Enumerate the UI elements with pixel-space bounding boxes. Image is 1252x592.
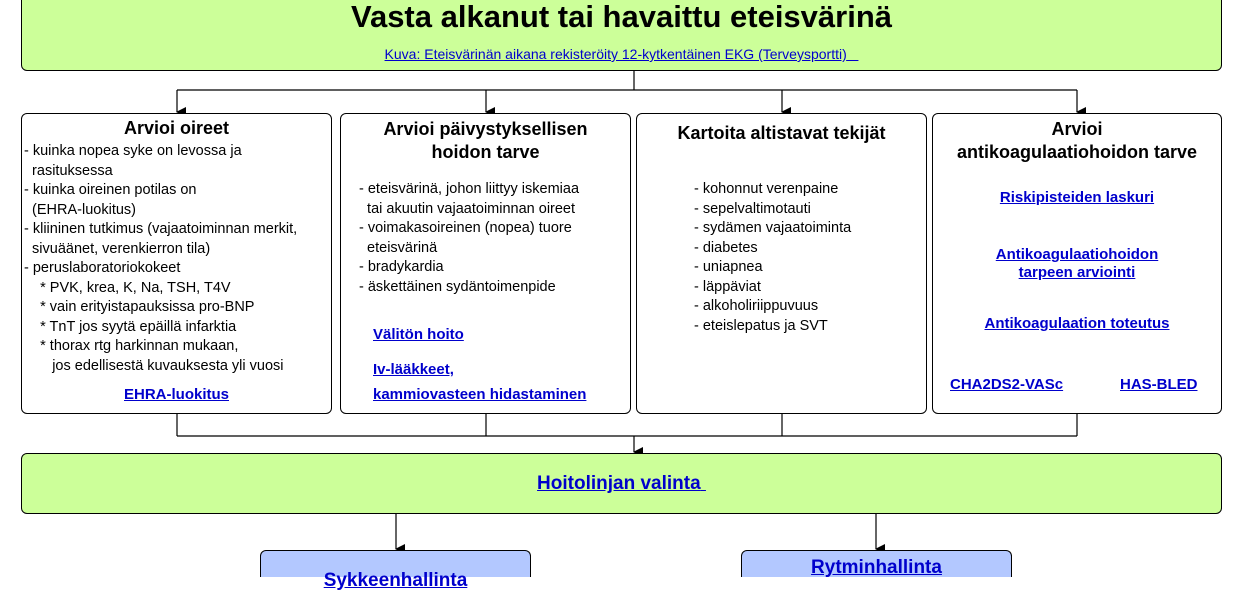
risk-factors-box — [636, 113, 927, 414]
anticoagulation-title-line1: Arvioi — [1051, 119, 1103, 139]
list-item: jos edellisestä kuvauksesta yli vuosi — [24, 357, 284, 374]
rhythm-control-box — [741, 550, 1012, 577]
start-box — [21, 0, 1222, 71]
rate-control-link[interactable]: Sykkeenhallinta — [323, 570, 468, 591]
risk-factors-list — [694, 180, 851, 336]
list-item: - diabetes — [694, 239, 758, 256]
list-item: - kliininen tutkimus (vajaatoiminnan merkit, — [24, 221, 298, 237]
list-item: - kuinka nopea syke on levossa ja — [24, 143, 242, 159]
anticoagulation-implementation-link[interactable]: Antikoagulaation toteutus — [984, 315, 1170, 332]
list-item: - äskettäinen sydäntoimenpide — [359, 278, 556, 295]
symptoms-box — [21, 113, 332, 414]
urgent-care-title-line2: hoidon tarve — [431, 142, 540, 162]
list-item: * PVK, krea, K, Na, TSH, T4V — [24, 279, 231, 296]
list-item: tai akuutin vajaatoiminnan oireet — [359, 200, 576, 217]
list-item: eteisvärinä — [359, 239, 438, 256]
list-item: - voimakasoireinen (nopea) tuore — [359, 220, 572, 236]
anticoagulation-title — [933, 118, 1221, 164]
urgent-care-list — [359, 180, 579, 297]
list-item: - sepelvaltimotauti — [694, 200, 811, 217]
immediate-care-link[interactable]: Välitön hoito — [373, 326, 464, 343]
list-item: sivuäänet, verenkierron tila) — [24, 240, 211, 257]
risk-factors-title: Kartoita altistavat tekijät — [677, 123, 886, 143]
anticoagulation-need-link[interactable] — [996, 246, 1159, 282]
ehra-link[interactable]: EHRA-luokitus — [124, 386, 229, 403]
list-item: * TnT jos syytä epäillä infarktia — [24, 318, 237, 335]
risk-score-calculator-link[interactable]: Riskipisteiden laskuri — [999, 189, 1155, 206]
iv-drugs-link-line2[interactable]: kammiovasteen hidastaminen — [373, 386, 587, 403]
list-item: - uniapnea — [694, 259, 763, 275]
iv-drugs-link[interactable] — [373, 357, 586, 407]
list-item: - kohonnut verenpaine — [694, 181, 839, 197]
list-item: - sydämen vajaatoiminta — [694, 220, 852, 236]
list-item: rasituksessa — [24, 162, 113, 179]
start-title: Vasta alkanut tai havaittu eteisvärinä — [350, 0, 893, 34]
anticoagulation-need-link-line1[interactable]: Antikoagulaatiohoidon — [995, 246, 1159, 263]
list-item: - alkoholiriippuvuus — [694, 298, 819, 314]
treatment-choice-box — [21, 453, 1222, 514]
list-item: - peruslaboratoriokokeet — [24, 260, 181, 276]
list-item: - kuinka oireinen potilas on — [24, 182, 197, 198]
list-item: - bradykardia — [359, 259, 444, 275]
anticoagulation-box — [932, 113, 1222, 414]
list-item: - eteislepatus ja SVT — [694, 317, 828, 334]
rhythm-control-link[interactable]: Rytminhallinta — [811, 557, 942, 578]
urgent-care-title — [341, 118, 630, 164]
list-item: * vain erityistapauksissa pro-BNP — [24, 299, 255, 315]
rate-control-box — [260, 550, 531, 591]
urgent-care-box — [340, 113, 631, 414]
list-item: - eteisvärinä, johon liittyy iskemiaa — [359, 181, 580, 197]
list-item: (EHRA-luokitus) — [24, 201, 136, 218]
list-item: - läppäviat — [694, 278, 761, 295]
treatment-choice-link[interactable]: Hoitolinjan valinta — [537, 473, 701, 494]
has-bled-link[interactable]: HAS-BLED — [1120, 376, 1198, 393]
iv-drugs-link-line1[interactable]: Iv-lääkkeet, — [373, 361, 454, 378]
urgent-care-title-line1: Arvioi päivystyksellisen — [383, 119, 588, 139]
symptoms-title: Arvioi oireet — [123, 118, 230, 138]
list-item: * thorax rtg harkinnan mukaan, — [24, 338, 239, 354]
anticoagulation-title-line2: antikoagulaatiohoidon tarve — [956, 142, 1198, 162]
cha2ds2-vasc-link[interactable]: CHA2DS2-VASc — [950, 376, 1064, 393]
symptoms-list — [24, 142, 297, 376]
anticoagulation-need-link-line2[interactable]: tarpeen arviointi — [1018, 264, 1136, 281]
ekg-image-link[interactable]: Kuva: Eteisvärinän aikana rekisteröity 12-kytkentäinen EKG (Terveysportti) — [384, 46, 847, 62]
